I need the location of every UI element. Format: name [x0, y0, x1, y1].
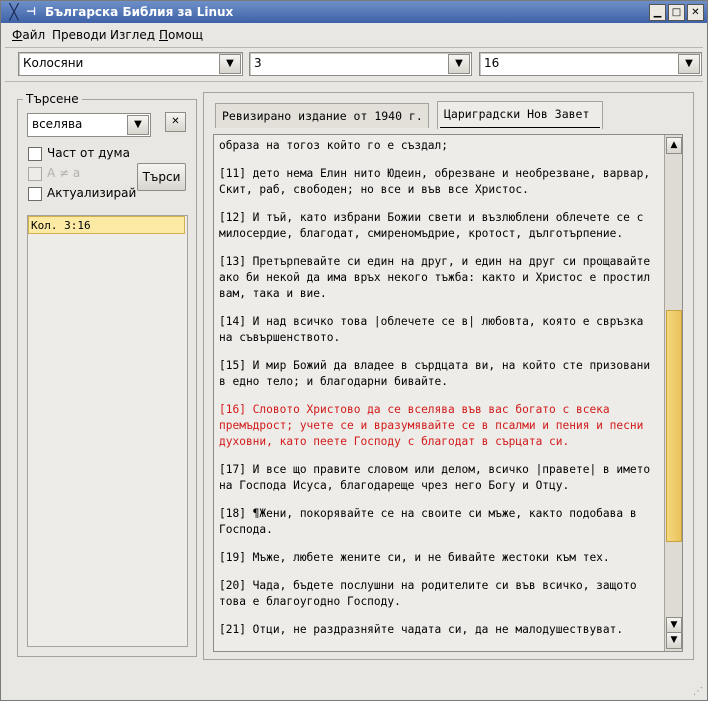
verse-select-value: 16 [484, 56, 500, 70]
menu-file-label: айл [22, 28, 46, 42]
part-of-word-label: Част от дума [47, 146, 130, 160]
book-select-value: Колосяни [23, 56, 84, 70]
scroll-up-icon[interactable]: ▲ [666, 137, 682, 154]
title-bar[interactable] [1, 1, 707, 23]
window-menu-icon[interactable]: ⊣ [25, 5, 37, 18]
book-select[interactable] [18, 52, 243, 76]
case-sensitive-checkbox [28, 167, 42, 181]
window-title: Българска Библия за Linux [45, 5, 234, 19]
refresh-label: Актуализирай [47, 186, 137, 200]
case-sensitive-label: А ≠ а [47, 166, 81, 180]
verse: [20] Чада, бъдете послушни на родителите си във всичко, защото това е благоугодно Господу. [219, 579, 637, 608]
tab-tsarigradski[interactable] [437, 101, 603, 129]
verse: [12] И тъй, като избрани Божии свети и възлюблени облечете се с милосердие, благодат, смиреномъдрие, кротост, дълготърпение. [219, 211, 644, 240]
search-input[interactable] [27, 113, 151, 137]
menu-separator [5, 47, 703, 48]
menu-help-label: омощ [168, 28, 204, 42]
menu-view[interactable]: Изглед [110, 28, 156, 42]
search-history-dropdown-icon[interactable]: ▼ [127, 115, 149, 135]
menu-help[interactable] [159, 28, 203, 42]
search-group-title: Търсене [23, 92, 82, 106]
menu-bar [1, 23, 707, 45]
scroll-down-step-icon[interactable]: ▼ [666, 632, 682, 649]
minimize-button[interactable]: ▁ [649, 4, 666, 21]
search-input-value: вселява [32, 117, 83, 131]
tab-revised-1940-label: Ревизирано издание от 1940 г. [222, 109, 423, 123]
menu-translations[interactable]: Преводи [52, 28, 107, 42]
verse: [15] И мир Божий да владее в сърдцата ви, на който сте призовани в едно тело; и благодарни бивайте. [219, 359, 651, 388]
verse: образа на тогоз който го е създал; [219, 139, 449, 152]
verse: [17] И все що правите словом или делом, всичко |правете| в името на Господа Исуса, благодареще чрез него Богу и Отцу. [219, 463, 651, 492]
verse-dropdown-icon[interactable]: ▼ [678, 54, 700, 74]
search-results-list[interactable] [27, 215, 188, 647]
clear-search-button[interactable]: ✕ [165, 112, 186, 132]
verse-select[interactable] [479, 52, 702, 76]
menu-help-mnemonic: П [159, 28, 169, 42]
tab-tsarigradski-label: Цариградски Нов Завет [444, 107, 590, 121]
refresh-checkbox[interactable] [28, 187, 42, 201]
scroll-down-icon[interactable]: ▼ [666, 617, 682, 634]
bible-text-view[interactable] [213, 134, 683, 652]
search-result-item[interactable]: Кол. 3:16 [28, 216, 185, 234]
resize-grip-icon[interactable]: ⋰ [693, 686, 703, 697]
vertical-scrollbar[interactable] [664, 135, 682, 651]
chapter-select-value: 3 [254, 56, 262, 70]
maximize-button[interactable]: □ [668, 4, 685, 21]
app-logo-icon[interactable]: ╳ [9, 3, 19, 21]
tab-revised-1940[interactable] [215, 103, 429, 128]
verse: [18] ¶Жени, покорявайте се на своите си мъже, както подобава в Господа. [219, 507, 637, 536]
tab-focus-indicator [440, 127, 600, 128]
verse-list [219, 138, 661, 650]
verse: [13] Претърпевайте си един на друг, и един на друг си прощавайте ако би некой да има връх некого тъжба: както и Христос е простил вам, така и вие. [219, 255, 651, 300]
chapter-select[interactable] [249, 52, 472, 76]
book-dropdown-icon[interactable]: ▼ [219, 54, 241, 74]
verse: [14] И над всичко това |облечете се в| любовта, която е свръзка на съвършенството. [219, 315, 644, 344]
verse: [11] дето нема Елин нито Юдеин, обрезване и необрезване, варвар, Скит, раб, свободен; но все и във все Христос. [219, 167, 651, 196]
part-of-word-checkbox[interactable] [28, 147, 42, 161]
scrollbar-thumb[interactable] [666, 310, 682, 542]
menu-file-mnemonic: Ф [12, 28, 23, 42]
verse: [21] Отци, не раздразняйте чадата си, да не малодушествуват. [219, 623, 624, 636]
close-button[interactable]: ✕ [687, 4, 704, 21]
chapter-dropdown-icon[interactable]: ▼ [448, 54, 470, 74]
search-button[interactable]: Търси [137, 163, 186, 191]
toolbar-separator [5, 81, 703, 82]
menu-file[interactable] [12, 28, 45, 42]
verse: [19] Мъже, любете жените си, и не бивайте жестоки към тех. [219, 551, 610, 564]
verse-highlighted: [16] Словото Христово да се вселява във вас богато с всека премъдрост; учете се и вразумявайте се в псалми и пения и песни духовни, като пеете Господу с благодат в сърцата си. [219, 403, 644, 448]
